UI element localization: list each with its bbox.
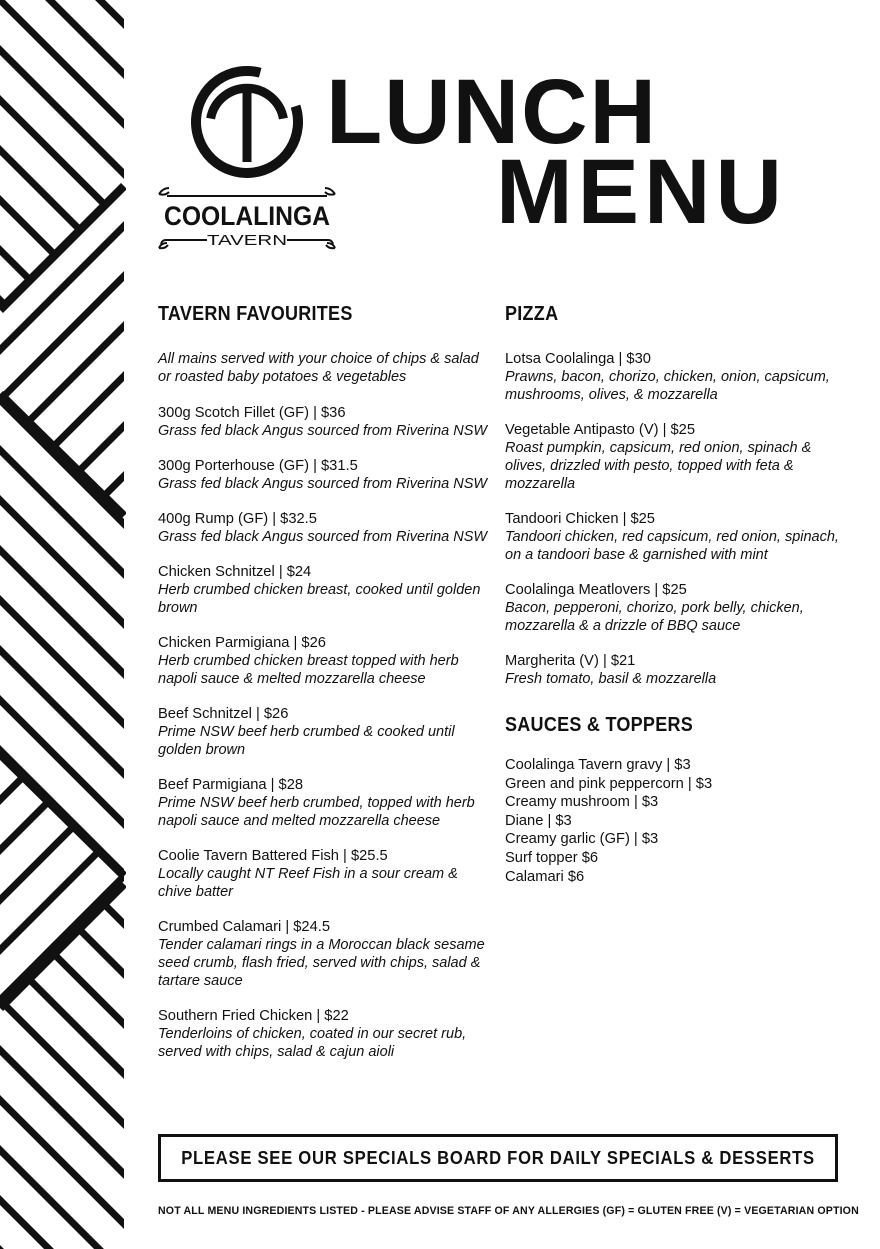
item-description: Tenderloins of chicken, coated in our secret rub, served with chips, salad & cajun aioli bbox=[158, 1026, 467, 1060]
leaf-sprig-icon bbox=[325, 188, 335, 195]
item-description: Tandoori chicken, red capsicum, red onion, spinach, on a tandoori base & garnished with mint bbox=[505, 529, 839, 563]
item-name-price: Margherita (V) | $21 bbox=[505, 653, 636, 669]
item-name-price: Chicken Schnitzel | $24 bbox=[158, 564, 312, 580]
item-description: Bacon, pepperoni, chorizo, pork belly, chicken, mozzarella & a drizzle of BBQ sauce bbox=[505, 600, 804, 634]
item-name-price: Coolalinga Meatlovers | $25 bbox=[505, 582, 687, 598]
menu-item bbox=[158, 776, 490, 830]
menu-item bbox=[158, 1007, 490, 1061]
menu-item bbox=[505, 581, 843, 635]
item-name-price: Crumbed Calamari | $24.5 bbox=[158, 919, 330, 935]
leaf-sprig-icon bbox=[159, 188, 169, 195]
menu-item bbox=[158, 705, 490, 759]
item-name-price: Southern Fried Chicken | $22 bbox=[158, 1008, 349, 1024]
allergy-disclaimer: NOT ALL MENU INGREDIENTS LISTED - PLEASE ADVISE STAFF OF ANY ALLERGIES (GF) = GLUTEN FREE (V) = VEGETARIAN OPTION bbox=[158, 1205, 859, 1217]
specials-banner-text: PLEASE SEE OUR SPECIALS BOARD FOR DAILY SPECIALS & DESSERTS bbox=[181, 1147, 815, 1168]
specials-banner bbox=[158, 1134, 838, 1182]
menu-item bbox=[505, 652, 843, 688]
section-pizza-and-sauces bbox=[505, 303, 843, 886]
menu-item bbox=[158, 634, 490, 688]
sauce-line: Green and pink peppercorn | $3 bbox=[505, 775, 713, 792]
item-name-price: 400g Rump (GF) | $32.5 bbox=[158, 511, 317, 527]
sauce-line: Surf topper $6 bbox=[505, 849, 599, 866]
section-heading-pizza: PIZZA bbox=[505, 303, 559, 325]
brand-wordmark bbox=[152, 180, 342, 254]
item-description: Tender calamari rings in a Moroccan black sesame seed crumb, flash fried, served with chips, salad & tartare sauce bbox=[158, 937, 485, 989]
menu-item bbox=[158, 510, 490, 546]
mains-note: All mains served with your choice of chips & salad or roasted baby potatoes & vegetables bbox=[158, 351, 479, 385]
sauce-line: Calamari $6 bbox=[505, 868, 585, 885]
section-tavern-favourites bbox=[158, 303, 490, 1078]
item-description: Roast pumpkin, capsicum, red onion, spinach & olives, drizzled with pesto, topped with feta & mozzarella bbox=[505, 440, 812, 492]
item-name-price: Coolie Tavern Battered Fish | $25.5 bbox=[158, 848, 388, 864]
sauce-line: Coolalinga Tavern gravy | $3 bbox=[505, 757, 691, 773]
item-description: Herb crumbed chicken breast, cooked until golden brown bbox=[158, 582, 481, 616]
item-description: Grass fed black Angus sourced from Riverina NSW bbox=[158, 529, 488, 545]
item-name-price: Vegetable Antipasto (V) | $25 bbox=[505, 422, 695, 438]
brand-monogram-icon bbox=[185, 60, 309, 184]
menu-item bbox=[505, 510, 843, 564]
item-description: Prime NSW beef herb crumbed, topped with herb napoli sauce and melted mozzarella cheese bbox=[158, 795, 475, 829]
brand-name: COOLALINGA bbox=[164, 201, 330, 231]
page-title-line2: MENU bbox=[496, 141, 787, 243]
item-name-price: 300g Scotch Fillet (GF) | $36 bbox=[158, 405, 346, 421]
item-description: Locally caught NT Reef Fish in a sour cream & chive batter bbox=[158, 866, 458, 900]
item-description: Prime NSW beef herb crumbed & cooked until golden brown bbox=[158, 724, 455, 758]
item-description: Prawns, bacon, chorizo, chicken, onion, capsicum, mushrooms, olives, & mozzarella bbox=[505, 369, 830, 403]
item-description: Fresh tomato, basil & mozzarella bbox=[505, 671, 717, 687]
item-name-price: 300g Porterhouse (GF) | $31.5 bbox=[158, 458, 358, 474]
item-name-price: Tandoori Chicken | $25 bbox=[505, 511, 655, 527]
item-name-price: Lotsa Coolalinga | $30 bbox=[505, 351, 651, 367]
sauce-line: Diane | $3 bbox=[505, 812, 572, 829]
item-description: Grass fed black Angus sourced from Riverina NSW bbox=[158, 476, 488, 492]
item-name-price: Chicken Parmigiana | $26 bbox=[158, 635, 326, 651]
menu-item bbox=[158, 918, 490, 990]
item-description: Herb crumbed chicken breast topped with herb napoli sauce & melted mozzarella cheese bbox=[158, 653, 459, 687]
diagonal-stripes-decoration bbox=[0, 0, 126, 1249]
brand-subname: TAVERN bbox=[207, 232, 287, 249]
item-description: Grass fed black Angus sourced from Riverina NSW bbox=[158, 423, 488, 439]
menu-item bbox=[158, 457, 490, 493]
menu-item bbox=[505, 350, 843, 404]
section-heading-tavern-favourites: TAVERN FAVOURITES bbox=[158, 303, 353, 325]
item-name-price: Beef Parmigiana | $28 bbox=[158, 777, 304, 793]
menu-item bbox=[158, 847, 490, 901]
menu-item bbox=[158, 404, 490, 440]
sauce-line: Creamy garlic (GF) | $3 bbox=[505, 831, 659, 848]
page-title-line1: LUNCH bbox=[326, 61, 658, 163]
menu-item bbox=[505, 421, 843, 493]
item-name-price: Beef Schnitzel | $26 bbox=[158, 706, 289, 722]
section-heading-sauces-toppers: SAUCES & TOPPERS bbox=[505, 714, 694, 736]
sauce-line: Creamy mushroom | $3 bbox=[505, 794, 659, 811]
menu-item bbox=[158, 563, 490, 617]
